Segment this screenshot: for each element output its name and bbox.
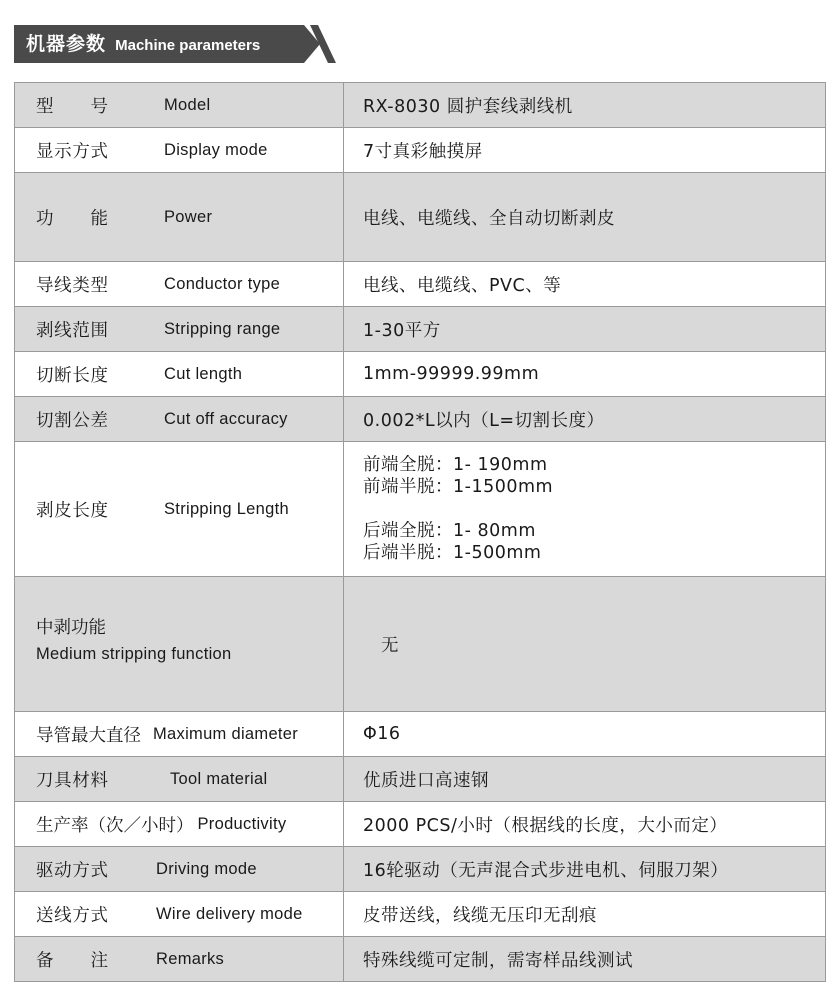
label-en: Wire delivery mode: [156, 904, 303, 923]
label-en: Driving mode: [156, 859, 257, 878]
label-en: Model: [164, 95, 211, 114]
label-cn: 刀具材料: [36, 770, 108, 791]
row-value: 2000 PCS/小时（根据线的长度，大小而定）: [344, 802, 826, 846]
label-en: Medium stripping function: [36, 645, 232, 663]
table-row-model: [14, 83, 826, 128]
table-row-display: [14, 128, 826, 173]
row-value: 1-30平方: [344, 307, 826, 351]
row-label: [14, 892, 344, 936]
list-spacer: [363, 498, 553, 520]
label-en: Stripping range: [164, 319, 281, 338]
table-row-range: [14, 307, 826, 352]
parameters-table: [14, 82, 826, 982]
row-label: [14, 397, 344, 441]
row-label: [14, 83, 344, 127]
row-value: 无: [344, 577, 826, 711]
section-title: [26, 25, 260, 63]
label-en: Productivity: [197, 814, 287, 833]
table-row-remarks: [14, 937, 826, 982]
label-cn: 生产率（次／小时）: [36, 815, 194, 836]
section-header-banner: [14, 25, 336, 63]
label-cn: 导线类型: [36, 275, 108, 296]
row-label: [14, 847, 344, 891]
row-value: 16轮驱动（无声混合式步进电机、伺服刀架）: [344, 847, 826, 891]
row-value: 7寸真彩触摸屏: [344, 128, 826, 172]
row-value: RX-8030 圆护套线剥线机: [344, 83, 826, 127]
label-en: Stripping Length: [164, 499, 289, 518]
row-value: 1mm-99999.99mm: [344, 352, 826, 396]
table-row-accuracy: [14, 397, 826, 442]
strip-length-item: 前端半脱：1-1500mm: [363, 477, 554, 497]
table-row-medium: [14, 577, 826, 712]
label-cn: 导管最大直径: [36, 725, 141, 746]
label-en: Display mode: [164, 140, 268, 159]
table-row-conductor: [14, 262, 826, 307]
strip-length-list: [363, 454, 553, 564]
table-row-delivery: [14, 892, 826, 937]
row-label: [14, 262, 344, 306]
row-label: [14, 802, 344, 846]
row-value: Φ16: [344, 712, 826, 756]
table-row-diameter: [14, 712, 826, 757]
row-value: 电线、电缆线、全自动切断剥皮: [344, 173, 826, 261]
table-row-cut-length: [14, 352, 826, 397]
label-en: Power: [164, 207, 213, 226]
row-label: [14, 352, 344, 396]
label-en: Conductor type: [164, 274, 281, 293]
label-cn: 送线方式: [36, 905, 108, 926]
label-cn: 切割公差: [36, 410, 108, 431]
table-row-strip-length: [14, 442, 826, 577]
table-row-driving: [14, 847, 826, 892]
label-cn: 切断长度: [36, 365, 108, 386]
row-label: [14, 577, 344, 711]
label-cn: 驱动方式: [36, 860, 108, 881]
row-value: 优质进口高速钢: [344, 757, 826, 801]
label-cn: 剥皮长度: [36, 500, 108, 521]
label-cn: 备 注: [36, 950, 108, 971]
row-label: [14, 173, 344, 261]
strip-length-item: 后端全脱：1- 80mm: [363, 521, 536, 541]
label-cn: 型 号: [36, 96, 108, 117]
label-cn: 剥线范围: [36, 320, 108, 341]
row-value: 皮带送线，线缆无压印无刮痕: [344, 892, 826, 936]
row-label: [14, 757, 344, 801]
section-title-en: Machine parameters: [115, 37, 261, 54]
label-en: Tool material: [170, 769, 268, 788]
label-en: Cut length: [164, 364, 243, 383]
row-label: [14, 442, 344, 576]
label-en: Maximum diameter: [153, 724, 299, 743]
row-label: [14, 307, 344, 351]
table-row-productivity: [14, 802, 826, 847]
row-value: 电线、电缆线、PVC、等: [344, 262, 826, 306]
section-title-cn: 机器参数: [26, 33, 107, 55]
row-label: [14, 712, 344, 756]
row-label: [14, 128, 344, 172]
label-en: Cut off accuracy: [164, 409, 288, 428]
label-cn: 显示方式: [36, 141, 108, 162]
table-row-tool: [14, 757, 826, 802]
label-en: Remarks: [156, 949, 225, 968]
row-label: [14, 937, 344, 981]
row-value: [344, 442, 826, 576]
row-value: 0.002*L以内（L=切割长度）: [344, 397, 826, 441]
row-value: 特殊线缆可定制，需寄样品线测试: [344, 937, 826, 981]
strip-length-item: 后端半脱：1-500mm: [363, 543, 542, 563]
strip-length-item: 前端全脱：1- 190mm: [363, 455, 548, 475]
label-block: [36, 615, 232, 673]
table-row-power: [14, 173, 826, 262]
label-cn: 中剥功能: [36, 618, 106, 638]
label-cn: 功 能: [36, 208, 108, 229]
